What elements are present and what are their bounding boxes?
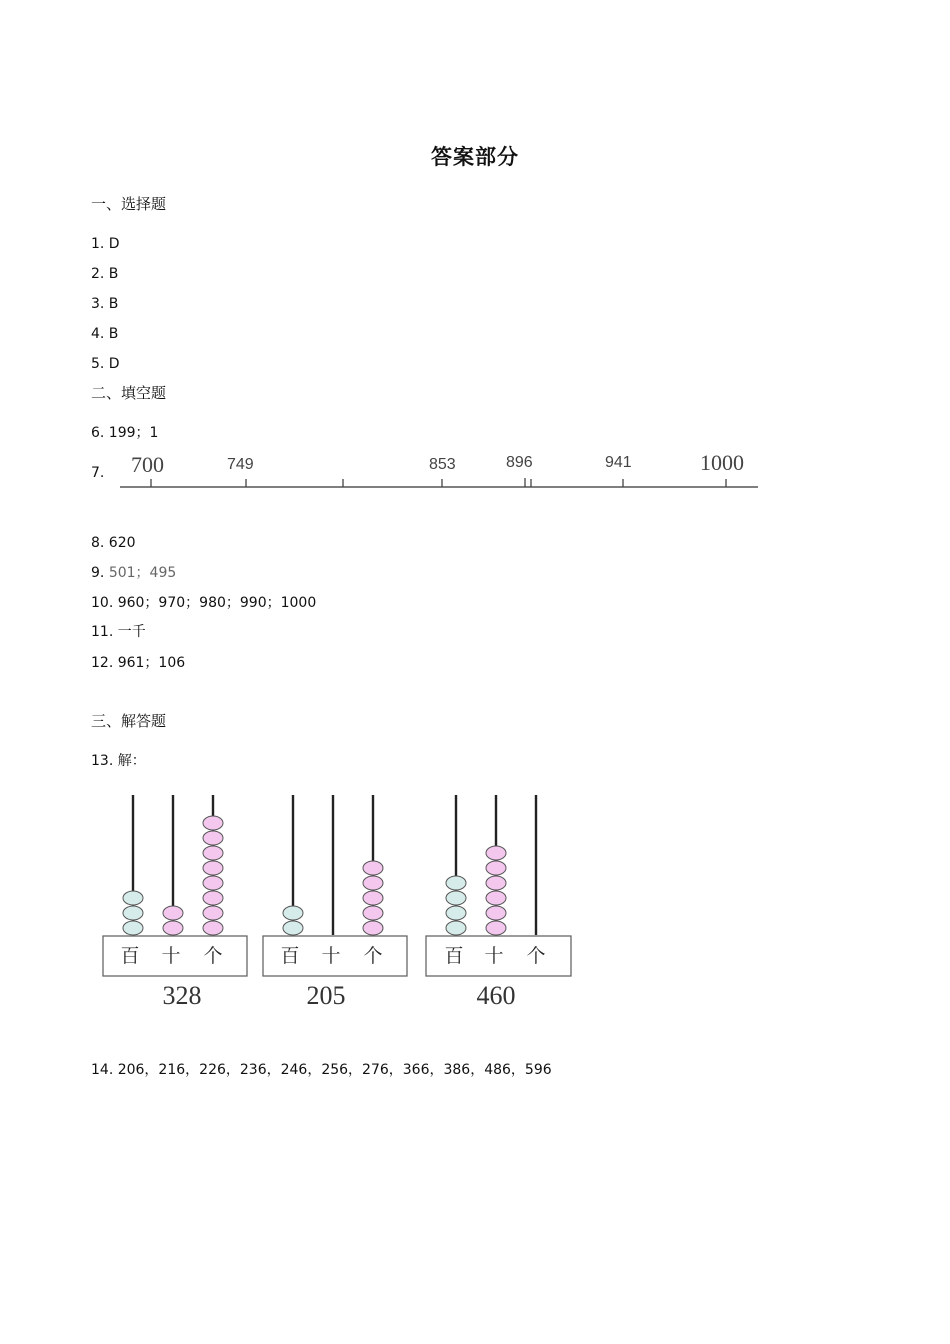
section-fill-heading: 二、填空题 [91,384,167,402]
label-941: 941 [605,454,632,471]
answer-q9-part1: 501； [108,565,150,581]
bead [163,921,183,935]
abacus-figure [96,790,576,1015]
abacus-value: 328 [162,981,202,1010]
abacus-205 [263,795,407,1010]
bead [123,921,143,935]
bead [486,876,506,890]
bead [283,921,303,935]
bead [486,861,506,875]
bead [486,846,506,860]
number-line-figure [118,448,763,498]
page-title: 答案部分 [431,145,519,169]
answer-q7-label: 7. [91,465,105,481]
label-700: 700 [131,452,164,477]
answer-q2: 2. B [91,266,119,282]
bead [363,921,383,935]
abacus-460 [426,795,571,1010]
answer-q11: 11. 一千 [91,624,146,640]
bead [203,831,223,845]
bead [203,861,223,875]
label-896: 896 [506,454,533,471]
bead [486,891,506,905]
bead [203,876,223,890]
bead [363,891,383,905]
label-tens: 十 [321,945,341,967]
bead [123,906,143,920]
label-ones: 个 [203,945,223,967]
bead [446,891,466,905]
bead [486,906,506,920]
bead [203,816,223,830]
bead [203,921,223,935]
section-answer-heading: 三、解答题 [91,712,167,730]
answer-q9-number: 9. [91,565,109,581]
label-ones: 个 [526,945,546,967]
label-hundreds: 百 [280,945,300,967]
section-choice-heading: 一、选择题 [91,195,167,213]
abacus-328 [103,795,247,1010]
bead [486,921,506,935]
bead [446,921,466,935]
bead [363,861,383,875]
bead [203,906,223,920]
label-tens: 十 [161,945,181,967]
answer-q6: 6. 199；1 [91,425,159,441]
label-hundreds: 百 [120,945,140,967]
answer-q12: 12. 961；106 [91,655,186,671]
answer-q13-label: 13. 解： [91,753,146,769]
bead [363,906,383,920]
answer-q10: 10. 960；970；980；990；1000 [91,595,317,611]
answer-q5: 5. D [91,356,120,372]
bead [163,906,183,920]
label-853: 853 [429,456,456,473]
answer-q8: 8. 620 [91,535,136,551]
answer-q14: 14. 206，216，226，236，246，256，276，366，386，486，596 [91,1062,552,1078]
bead [203,891,223,905]
answer-q3: 3. B [91,296,119,312]
bead [446,876,466,890]
bead [446,906,466,920]
bead [203,846,223,860]
bead [283,906,303,920]
bead [363,876,383,890]
label-ones: 个 [363,945,383,967]
abacus-value: 460 [476,981,516,1010]
label-tens: 十 [484,945,504,967]
answer-q4: 4. B [91,326,119,342]
answer-q1: 1. D [91,236,120,252]
label-1000: 1000 [700,450,744,475]
abacus-value: 205 [306,981,346,1010]
label-749: 749 [227,456,254,473]
label-hundreds: 百 [444,945,464,967]
answer-q9 [91,563,176,583]
answer-q9-part2: 495 [149,565,177,581]
bead [123,891,143,905]
